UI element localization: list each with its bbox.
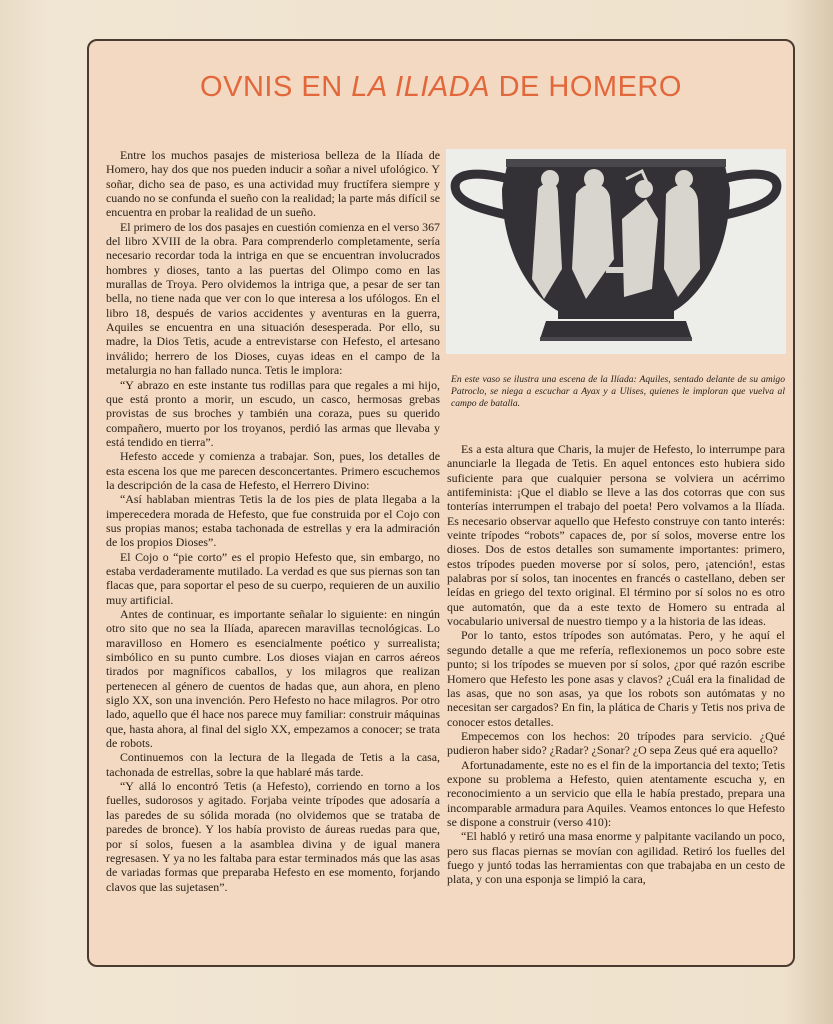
paragraph: Hefesto accede y comienza a trabajar. Son, pues, los detalles de esta escena los que me parecen desconcertantes. Primero escuchemos la descripción de la casa de Hefesto, el Herrero Divino: xyxy=(106,449,440,492)
paragraph: “Así hablaban mientras Tetis la de los pies de plata llegaba a la imperecedera morada de Hefesto, que fue construida por el Cojo con sus propias manos; estaba tachonada de estrellas y era la admiración de los propios Dioses”. xyxy=(106,492,440,550)
paragraph: El Cojo o “pie corto” es el propio Hefesto que, sin embargo, no estaba verdaderamente mutilado. La verdad es que sus piernas son tan flacas que, para soportar el peso de su cuerpo, requieren de un auxilio muy artificial. xyxy=(106,549,440,607)
paragraph: “Y abrazo en este instante tus rodillas para que regales a mi hijo, que está pronto a morir, un escudo, un casco, hermosas grebas provistas de sus broches y también una coraza, pues su querido compañero, muerto por los troyanos, perdió las armas que llevaba y está tendido en tierra”. xyxy=(106,377,440,449)
left-column xyxy=(106,148,440,894)
paragraph: Afortunadamente, este no es el fin de la importancia del texto; Tetis expone su problema a Hefesto, quien atentamente escucha y, en reconocimiento a un servicio que ella le había prestado, prepara una incomparable armadura para Aquiles. Veamos entonces lo que Hefesto se dispone a construir (verso 410): xyxy=(447,757,785,829)
vase-figure xyxy=(446,149,786,354)
greek-vase-illustration xyxy=(446,149,786,354)
paragraph: Empecemos con los hechos: 20 trípodes para servicio. ¿Qué pudieron haber sido? ¿Radar? ¿Sonar? ¿O sepa Zeus qué era aquello? xyxy=(447,728,785,758)
paragraph: Antes de continuar, es importante señalar lo siguiente: en ningún otro sito que no sea la Ilíada, aparecen maravillas tecnológicas. Lo maravilloso en Homero es esencialmente poético y surrealista; simbólico en su punto cumbre. Los dioses viajan en carros aéreos tirados por magníficos caballos, y los milagros que realizan pertenecen al género de cuentos de hadas que, aun ahora, en pleno siglo XX, son una invención. Pero Hefesto no hace milagros. Por otro lado, aquello que él hace nos parece muy familiar: construir máquinas que, hasta ahora, al final del siglo XX, empezamos a conocer; se trata de robots. xyxy=(106,607,440,751)
paragraph: Continuemos con la lectura de la llegada de Tetis a la casa, tachonada de estrellas, sobre la que hablaré más tarde. xyxy=(106,750,440,779)
title-italic: LA ILIADA xyxy=(351,71,491,103)
paragraph: “Y allá lo encontró Tetis (a Hefesto), corriendo en torno a los fuelles, sudorosos y agitado. Forjaba veinte trípodes que adosaría a las paredes de su sólida morada (no olvidemos que se trataba de paredes de bronce). Y los había provisto de áureas ruedas para que, por sí solos, fuesen a la asamblea divina y de igual manera regresasen. Y ya no les faltaba para estar terminados más que las asas de variadas formas que preparaba Hefesto en ese momento, forjando clavos que las sujetasen”. xyxy=(106,779,440,894)
paragraph: El primero de los dos pasajes en cuestión comienza en el verso 367 del libro XVIII de la obra. Para comprenderlo completamente, sería necesario recordar toda la intriga en que se encuentran involucrados hombres y dioses, tanto a las puertas del Olimpo como en las murallas de Troya. Pero olvidemos la intriga que, a pesar de ser tan bella, no tiene nada que ver con lo que interesa a los ufólogos. En el libro 18, después de varios accidentes y aventuras en la guerra, Aquiles se encuentra en una situación desesperada. Por ello, su madre, la Dios Tetis, acude a entrevistarse con Hefesto, el artesano inválido; herrero de los Dioses, cuyas ideas en el campo de la metalurgia no han fallado nunca. Tetis le implora: xyxy=(106,219,440,378)
paragraph: “El habló y retiró una masa enorme y palpitante vacilando un poco, pero sus flacas piernas se movían con agilidad. Retiró los fuelles del fuego y juntó todas las herramientas con que trabajaba en un cesto de plata, y con una esponja se limpió la cara, xyxy=(447,829,785,887)
figure-caption: En este vaso se ilustra una escena de la Ilíada: Aquiles, sentado delante de su amigo Patroclo, se niega a escuchar a Ayax y a Ulises, quienes le imploran que vuelva al campo de batalla. xyxy=(451,374,785,409)
article-panel xyxy=(87,39,795,967)
paragraph: Por lo tanto, estos trípodes son autómatas. Pero, y he aquí el segundo detalle a que me refería, reflexionemos un poco sobre este punto; si los trípodes se mueven por sí solos, ¿por qué razón escribe Homero que Hefesto les pone asas y clavos? ¿Cuál era la finalidad de las asas, que no son asas, ya que los robots son autómatas y no necesitan ser cargados? En fin, la plática de Charis y Tetis nos priva de conocer estos detalles. xyxy=(447,628,785,729)
title-part-2: DE HOMERO xyxy=(490,71,682,103)
paragraph: Es a esta altura que Charis, la mujer de Hefesto, lo interrumpe para anunciarle la llegada de Tetis. En aquel entonces esto hubiera sido suficiente para que cualquier persona se volviera un acérrimo antifeminista: ¡Que el diablo se lleve a las dos cotorras que con sus tonterías interrumpen el trabajo del poeta! Pero volvamos a la Ilíada. Es necesario observar aquello que Hefesto construye con tanto interés: veinte trípodes “robots” capaces de, por sí solos, moverse entre los dioses. Dos de estos detalles son sumamente importantes: primero, estos trípodes pueden moverse por sí solos, pero, ¡atención!, estas palabras por sí solos, tan inocentes en francés o castellano, deben ser leídas en griego del texto original. El término por sí solos no es otro que automatón, que da a este texto de Homero su entrada al vocabulario universal de nuestro tiempo y a la historia de las ideas. xyxy=(447,442,785,629)
article-title xyxy=(89,71,793,104)
paragraph: Entre los muchos pasajes de misteriosa belleza de la Ilíada de Homero, hay dos que nos pueden inducir a soñar a nivel ufológico. Y soñar, dicho sea de paso, es una actividad muy fructífera siempre y cuando no se confunda el sueño con la realidad; la parte más difícil se encuentra en probar la realidad de un sueño. xyxy=(106,148,440,220)
right-column xyxy=(447,442,785,887)
title-part-1: OVNIS EN xyxy=(200,71,352,103)
